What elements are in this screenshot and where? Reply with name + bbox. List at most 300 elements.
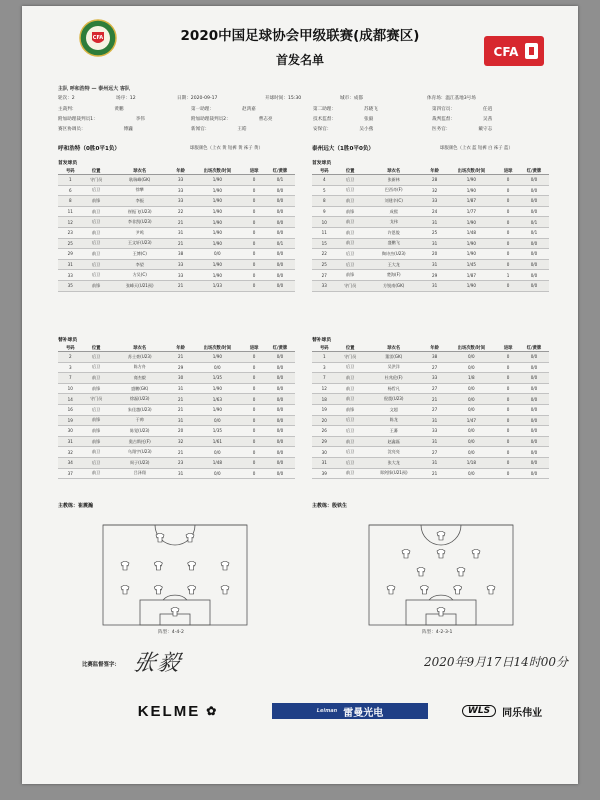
cell-goals: 0 — [243, 280, 265, 291]
cell-cards: 0/0 — [265, 404, 295, 415]
cell-goals: 0 — [497, 447, 519, 458]
table-row — [58, 259, 295, 270]
official-3 — [313, 106, 378, 112]
column-header: 红/黄牌 — [265, 344, 295, 352]
table-row — [312, 238, 549, 249]
away-coach: 主教练：殷铁生 — [312, 503, 348, 509]
official-name: 张毅 — [363, 117, 374, 122]
cell-age: 21 — [170, 404, 192, 415]
away-formation-pitch — [368, 524, 514, 626]
cell-shirt-name: 乌翔宇(U23) — [110, 447, 170, 458]
cell-shirt-name: 张峰天(U21预) — [110, 280, 170, 291]
cell-cards: 0/0 — [519, 206, 549, 217]
cell-age: 28 — [424, 175, 446, 186]
shirt-shape — [457, 568, 465, 577]
cell-age: 31 — [424, 259, 446, 270]
cell-shirt-name: 陈龙 — [364, 415, 424, 426]
cell-age: 31 — [170, 468, 192, 479]
cell-position: 后卫 — [83, 185, 110, 196]
player-shirt-icon — [188, 562, 196, 571]
cell-age: 33 — [170, 185, 192, 196]
shirt-shape — [121, 562, 129, 571]
official-name: 任逍 — [482, 107, 493, 112]
cell-position: 后卫 — [83, 217, 110, 228]
shirt-shape — [171, 608, 179, 617]
official-role: 裁判监督： — [432, 117, 455, 122]
cell-appearances: 1/48 — [191, 457, 243, 468]
player-shirt-icon — [121, 562, 129, 571]
table-header-row — [58, 167, 295, 175]
cell-cards: 0/0 — [519, 259, 549, 270]
official-role: 安保官： — [313, 127, 332, 132]
shirt-shape — [221, 586, 229, 595]
cell-age: 21 — [424, 468, 446, 479]
column-header: 出场次数/时间 — [191, 167, 243, 175]
table-row — [312, 362, 549, 373]
official-2 — [191, 106, 256, 112]
column-header: 号码 — [58, 344, 83, 352]
shirt-shape — [387, 586, 395, 595]
cell-number: 33 — [312, 280, 337, 291]
official-role: 新闻官： — [191, 127, 210, 132]
cell-appearances: 1/8 — [445, 373, 497, 384]
cell-position: 前卫 — [83, 227, 110, 238]
cell-number: 9 — [312, 206, 337, 217]
cell-age: 31 — [424, 457, 446, 468]
supervisor-signature-label: 比赛监督签字： — [82, 662, 120, 668]
player-shirt-icon — [154, 562, 162, 571]
cell-number: 29 — [312, 436, 337, 447]
shirt-shape — [402, 550, 410, 559]
cell-goals: 0 — [497, 394, 519, 405]
cell-position: 前卫 — [337, 238, 364, 249]
cell-number: 32 — [58, 447, 83, 458]
cell-shirt-name: 奥古斯托(F) — [110, 436, 170, 447]
cell-cards: 0/0 — [519, 436, 549, 447]
cell-cards: 0/0 — [519, 415, 549, 426]
cell-position: 前卫 — [83, 373, 110, 384]
cell-position: 前卫 — [337, 227, 364, 238]
cell-number: 5 — [312, 185, 337, 196]
shirt-shape — [420, 586, 428, 595]
sponsor-kelme — [90, 703, 266, 719]
cell-position: 前锋 — [83, 280, 110, 291]
cell-number: 3 — [58, 362, 83, 373]
cell-cards: 0/0 — [265, 259, 295, 270]
cell-goals: 0 — [497, 373, 519, 384]
cell-goals: 0 — [497, 426, 519, 437]
table-row — [312, 383, 549, 394]
away-formation: 阵型：4-2-3-1 — [422, 630, 453, 635]
cell-shirt-name: 崔振飞(U23) — [110, 206, 170, 217]
document-subtitle: 首发名单 — [275, 53, 324, 67]
cell-number: 31 — [312, 457, 337, 468]
cell-age: 21 — [170, 280, 192, 291]
shirt-shape — [437, 608, 445, 617]
cell-position: 前锋 — [83, 383, 110, 394]
column-header: 号码 — [312, 344, 337, 352]
cell-appearances: 1/87 — [445, 196, 497, 207]
table-row — [312, 394, 549, 405]
cell-number: 37 — [58, 468, 83, 479]
cell-age: 20 — [424, 249, 446, 260]
cell-cards: 0/0 — [265, 206, 295, 217]
cell-appearances: 0/0 — [191, 362, 243, 373]
cell-shirt-name: 沈亮亮 — [364, 447, 424, 458]
table-row — [58, 362, 295, 373]
cell-age: 31 — [424, 217, 446, 228]
cell-position: 后卫 — [83, 404, 110, 415]
cell-number: 4 — [312, 175, 337, 186]
cell-position: 后卫 — [337, 249, 364, 260]
cell-position: 前锋 — [337, 404, 364, 415]
cell-goals: 0 — [497, 383, 519, 394]
column-header: 位置 — [83, 344, 110, 352]
column-header: 红/黄牌 — [519, 344, 549, 352]
cell-appearances: 1/90 — [191, 270, 243, 281]
cell-goals: 0 — [243, 404, 265, 415]
cell-appearances: 1/35 — [191, 373, 243, 384]
cell-age: 33 — [170, 196, 192, 207]
cell-age: 30 — [170, 373, 192, 384]
cell-cards: 0/0 — [519, 175, 549, 186]
cell-position: 后卫 — [83, 259, 110, 270]
cell-shirt-name: 王蕃 — [364, 426, 424, 437]
cell-number: 35 — [58, 280, 83, 291]
cell-goals: 0 — [497, 206, 519, 217]
cell-cards: 0/0 — [519, 457, 549, 468]
cell-position: 后卫 — [83, 362, 110, 373]
cell-number: 30 — [58, 426, 83, 437]
cell-shirt-name: 郑剑锋(U21预) — [364, 468, 424, 479]
table-row — [58, 352, 295, 363]
cell-cards: 0/0 — [265, 270, 295, 281]
table-row — [58, 185, 295, 196]
cell-appearances: 0/0 — [445, 468, 497, 479]
table-row — [58, 373, 295, 384]
cell-number: 12 — [58, 217, 83, 228]
cell-shirt-name: 徐磊(U23) — [110, 394, 170, 405]
signature-datetime: 2020年9月17日14时00分 — [424, 655, 568, 669]
official-name: 王皓 — [237, 127, 247, 132]
cell-age: 31 — [424, 415, 446, 426]
table-row — [312, 352, 549, 363]
official-name: 傅巍 — [123, 127, 133, 132]
cell-shirt-name: 成熙 — [364, 206, 424, 217]
shirt-shape — [417, 568, 425, 577]
player-shirt-icon — [171, 608, 179, 617]
shirt-shape — [472, 550, 480, 559]
table-row — [312, 196, 549, 207]
official-role: 附加助理裁判员1： — [58, 117, 98, 122]
cell-shirt-name: 朱佳越(U23) — [110, 404, 170, 415]
home-formation-pitch — [102, 524, 248, 626]
cell-number: 6 — [58, 185, 83, 196]
table-row — [312, 415, 549, 426]
cell-shirt-name: 李非凯(U23) — [110, 217, 170, 228]
cell-appearances: 1/90 — [191, 238, 243, 249]
home-starters-table — [58, 167, 295, 292]
column-header: 号码 — [312, 167, 337, 175]
cell-age: 33 — [424, 196, 446, 207]
cell-appearances: 1/87 — [445, 270, 497, 281]
cell-appearances: 0/0 — [191, 249, 243, 260]
column-header: 进球 — [497, 167, 519, 175]
cell-cards: 0/0 — [265, 185, 295, 196]
away-subs-label: 替补球员 — [312, 338, 332, 343]
cell-goals: 0 — [243, 457, 265, 468]
cell-cards: 0/0 — [265, 249, 295, 260]
official-10 — [191, 126, 247, 132]
cell-cards: 0/0 — [519, 404, 549, 415]
cell-cards: 0/0 — [265, 217, 295, 228]
player-shirt-icon — [154, 586, 162, 595]
official-name: 吴茜 — [482, 117, 493, 122]
match-city: 城市：成都 — [340, 96, 363, 101]
table-row — [58, 238, 295, 249]
cell-position: 前卫 — [337, 373, 364, 384]
column-header: 号码 — [58, 167, 83, 175]
table-row — [312, 426, 549, 437]
shirt-shape — [188, 586, 196, 595]
sponsor-wls — [432, 703, 572, 719]
cell-goals: 0 — [497, 238, 519, 249]
cell-goals: 0 — [497, 415, 519, 426]
official-name: 曹志亮 — [258, 117, 273, 122]
cell-age: 33 — [170, 175, 192, 186]
cell-shirt-name: 王文轩(U23) — [110, 238, 170, 249]
cell-goals: 0 — [497, 457, 519, 468]
cell-goals: 0 — [243, 227, 265, 238]
cell-shirt-name: 赵鑫磊 — [364, 436, 424, 447]
cell-age: 31 — [424, 280, 446, 291]
cell-cards: 0/0 — [519, 196, 549, 207]
cell-number: 8 — [58, 196, 83, 207]
cell-number: 10 — [58, 383, 83, 394]
cell-age: 33 — [170, 270, 192, 281]
cell-appearances: 1/45 — [445, 259, 497, 270]
cell-goals: 0 — [497, 249, 519, 260]
cell-position: 前卫 — [337, 217, 364, 228]
table-row — [312, 185, 549, 196]
cell-age: 31 — [424, 238, 446, 249]
cell-shirt-name: 许恩俊 — [364, 227, 424, 238]
cell-goals: 0 — [243, 468, 265, 479]
table-row — [58, 383, 295, 394]
column-header: 进球 — [497, 344, 519, 352]
table-row — [312, 373, 549, 384]
wls-logo-icon: WLS — [462, 705, 496, 717]
cell-appearances: 0/0 — [445, 447, 497, 458]
cell-number: 20 — [312, 415, 337, 426]
official-5 — [58, 116, 145, 122]
paw-icon: ✿ — [206, 704, 219, 718]
cell-position: 前锋 — [337, 270, 364, 281]
cell-number: 15 — [312, 238, 337, 249]
cell-position: 后卫 — [337, 447, 364, 458]
official-11 — [313, 126, 373, 132]
cell-cards: 0/0 — [265, 436, 295, 447]
cell-shirt-name: 刘建辛(C) — [364, 196, 424, 207]
table-row — [312, 436, 549, 447]
leiman-name: 雷曼光电 — [343, 707, 384, 719]
player-shirt-icon — [487, 586, 495, 595]
player-shirt-icon — [472, 550, 480, 559]
cell-number: 18 — [312, 394, 337, 405]
column-header: 进球 — [243, 167, 265, 175]
home-formation: 阵型：4-4-2 — [158, 630, 184, 635]
cell-age: 29 — [170, 362, 192, 373]
cell-goals: 0 — [243, 175, 265, 186]
cell-shirt-name: 尹鸣 — [110, 227, 170, 238]
cell-goals: 0 — [243, 196, 265, 207]
cell-age: 31 — [170, 383, 192, 394]
cell-age: 21 — [170, 238, 192, 249]
cell-age: 32 — [170, 436, 192, 447]
cell-position: 后卫 — [83, 457, 110, 468]
cell-position: 后卫 — [337, 259, 364, 270]
cell-position: 前卫 — [83, 249, 110, 260]
penalty-arc — [163, 595, 187, 600]
cell-number: 39 — [312, 468, 337, 479]
table-row — [312, 404, 549, 415]
table-row — [312, 206, 549, 217]
cell-appearances: 0/0 — [445, 383, 497, 394]
away-subs-table — [312, 344, 549, 479]
cell-age: 31 — [170, 227, 192, 238]
player-shirt-icon — [420, 586, 428, 595]
lineup-sheet — [22, 6, 578, 784]
shirt-shape — [154, 562, 162, 571]
cell-goals: 0 — [243, 362, 265, 373]
cell-goals: 0 — [497, 352, 519, 363]
player-shirt-icon — [437, 550, 445, 559]
cell-age: 38 — [424, 352, 446, 363]
cell-shirt-name: 倪震(U23) — [364, 394, 424, 405]
cell-age: 38 — [170, 249, 192, 260]
cell-cards: 0/0 — [265, 373, 295, 384]
cell-cards: 0/0 — [519, 426, 549, 437]
cell-shirt-name: 苏士豪(U23) — [110, 352, 170, 363]
table-header-row — [312, 167, 549, 175]
cell-age: 25 — [424, 227, 446, 238]
column-header: 位置 — [337, 167, 364, 175]
cell-number: 7 — [58, 373, 83, 384]
cell-cards: 0/0 — [519, 362, 549, 373]
cell-goals: 0 — [243, 415, 265, 426]
cell-appearances: 1/47 — [445, 415, 497, 426]
cfa-crest-text: CFA — [92, 35, 104, 41]
cell-number: 31 — [58, 259, 83, 270]
official-name: 戴守志 — [478, 127, 493, 132]
cell-number: 10 — [312, 217, 337, 228]
cell-age: 20 — [170, 426, 192, 437]
official-name: 苏晓飞 — [363, 107, 378, 112]
cell-position: 后卫 — [337, 175, 364, 186]
official-4 — [432, 106, 492, 112]
cell-cards: 0/0 — [519, 383, 549, 394]
cell-goals: 0 — [243, 238, 265, 249]
away-starters-table — [312, 167, 549, 292]
cell-appearances: 1/48 — [445, 227, 497, 238]
cell-goals: 0 — [243, 217, 265, 228]
cell-goals: 0 — [243, 373, 265, 384]
league-title: 2020中国足球协会甲级联赛(成都赛区) — [180, 28, 420, 44]
table-row — [58, 447, 295, 458]
cell-cards: 0/0 — [519, 270, 549, 281]
official-1 — [58, 106, 124, 112]
cell-number: 19 — [58, 415, 83, 426]
cell-appearances: 1/90 — [191, 259, 243, 270]
table-row — [58, 436, 295, 447]
wls-name: 同乐伟业 — [502, 707, 543, 719]
column-header: 年龄 — [424, 167, 446, 175]
cell-cards: 0/0 — [265, 362, 295, 373]
official-role: 主裁判： — [58, 107, 77, 112]
cell-cards: 0/0 — [519, 280, 549, 291]
cell-position: 前卫 — [83, 206, 110, 217]
cell-appearances: 1/90 — [445, 175, 497, 186]
cell-age: 32 — [424, 185, 446, 196]
cell-appearances: 1/90 — [445, 217, 497, 228]
cell-number: 27 — [312, 270, 337, 281]
cell-shirt-name: 李振 — [110, 196, 170, 207]
cell-shirt-name: 陈觉(U23) — [110, 426, 170, 437]
cell-cards: 0/0 — [265, 394, 295, 405]
cell-position: 后卫 — [337, 362, 364, 373]
cell-number: 19 — [312, 404, 337, 415]
cell-number: 14 — [58, 394, 83, 405]
cell-number: 1 — [58, 175, 83, 186]
cell-appearances: 1/77 — [445, 206, 497, 217]
penalty-arc — [429, 595, 453, 600]
official-role: 第一助理： — [191, 107, 214, 112]
cell-position: 前卫 — [337, 196, 364, 207]
official-role: 附加助理裁判员2： — [191, 117, 231, 122]
cell-cards: 0/1 — [265, 238, 295, 249]
cell-cards: 0/0 — [265, 457, 295, 468]
cell-appearances: 0/0 — [191, 468, 243, 479]
away-jersey-colors: 球服颜色（上衣 蓝 短裤 白 袜子 蓝） — [440, 146, 513, 151]
cell-position: 后卫 — [337, 185, 364, 196]
cell-goals: 0 — [243, 447, 265, 458]
shirt-shape — [487, 586, 495, 595]
cell-position: 前锋 — [83, 436, 110, 447]
cell-goals: 0 — [243, 270, 265, 281]
cell-shirt-name: 李望 — [110, 259, 170, 270]
cell-appearances: 1/90 — [445, 249, 497, 260]
table-row — [58, 175, 295, 186]
column-header: 红/黄牌 — [265, 167, 295, 175]
cell-age: 27 — [424, 362, 446, 373]
shirt-shape — [188, 562, 196, 571]
cell-cards: 0/0 — [519, 373, 549, 384]
table-row — [58, 280, 295, 291]
cell-cards: 0/0 — [265, 196, 295, 207]
cell-position: 前卫 — [337, 383, 364, 394]
cell-appearances: 1/90 — [191, 175, 243, 186]
cell-position: 后卫 — [83, 352, 110, 363]
player-shirt-icon — [457, 568, 465, 577]
column-header: 球衣名 — [364, 344, 424, 352]
player-shirt-icon — [221, 586, 229, 595]
cell-age: 31 — [170, 415, 192, 426]
table-row — [312, 270, 549, 281]
cell-shirt-name: 文超 — [364, 404, 424, 415]
official-role: 第二助理： — [313, 107, 336, 112]
cell-appearances: 0/0 — [445, 426, 497, 437]
column-header: 年龄 — [170, 344, 192, 352]
